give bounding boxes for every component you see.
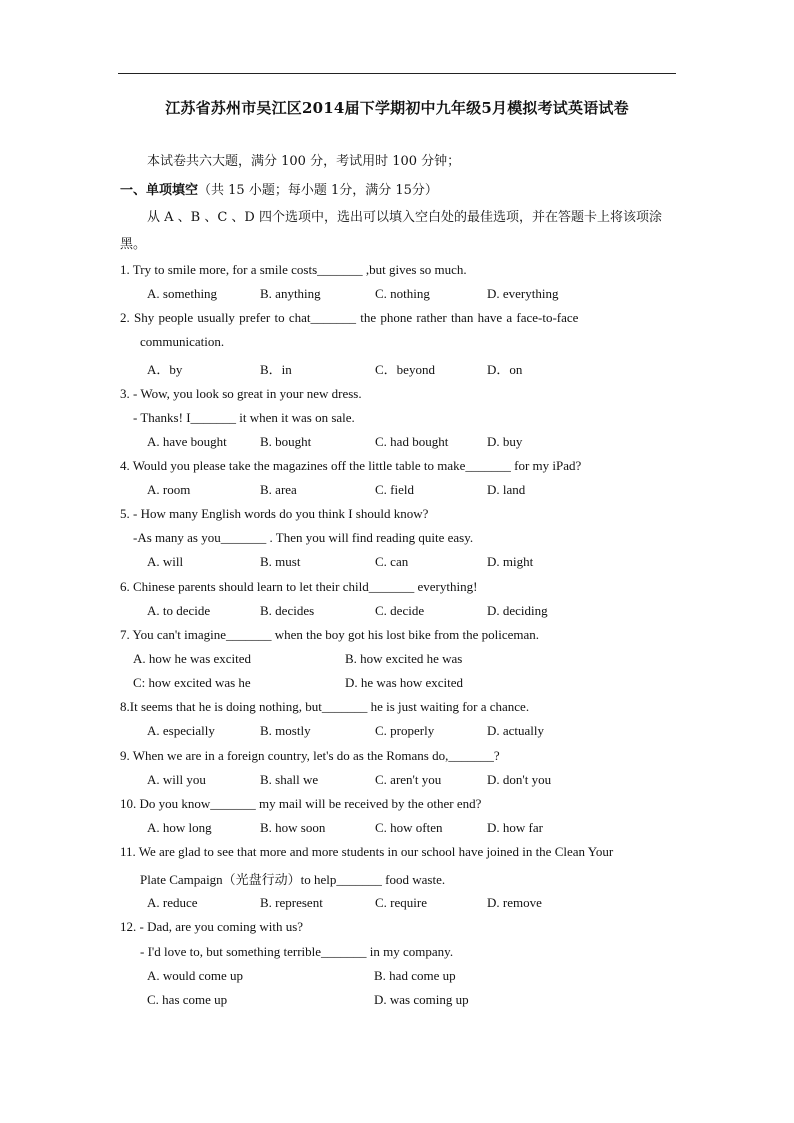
q4-option-a[interactable]: A. room <box>147 482 191 497</box>
q2-option-d[interactable]: D．on <box>487 362 523 377</box>
q6-option-d[interactable]: D. deciding <box>487 603 548 618</box>
question-2-cont: communication. <box>140 334 225 349</box>
question-3: 3. - Wow, you look so great in your new dress. <box>120 386 362 401</box>
q5-option-b[interactable]: B. must <box>260 554 301 569</box>
section-heading <box>120 179 438 198</box>
question-6: 6. Chinese parents should learn to let their child_______ everything! <box>120 579 478 594</box>
q3-option-d[interactable]: D. buy <box>487 434 523 449</box>
q1-option-c[interactable]: C. nothing <box>375 286 430 301</box>
q9-option-b[interactable]: B. shall we <box>260 772 319 787</box>
question-9: 9. When we are in a foreign country, let's do as the Romans do,_______? <box>120 748 500 763</box>
q7-option-a[interactable]: A. how he was excited <box>133 651 252 666</box>
q11-option-d[interactable]: D. remove <box>487 895 542 910</box>
header-rule <box>118 73 676 74</box>
q3-option-b[interactable]: B. bought <box>260 434 312 449</box>
q6-option-a[interactable]: A. to decide <box>147 603 211 618</box>
q12-option-a[interactable]: A. would come up <box>147 968 244 983</box>
q2-option-c[interactable]: C．beyond <box>375 362 435 377</box>
question-3-cont: - Thanks! I_______ it when it was on sale. <box>133 410 355 425</box>
q10-option-c[interactable]: C. how often <box>375 820 443 835</box>
question-8: 8.It seems that he is doing nothing, but_______ he is just waiting for a chance. <box>120 699 530 714</box>
q1-option-a[interactable]: A. something <box>147 286 218 301</box>
page-title: 江苏省苏州市吴江区2014届下学期初中九年级5月模拟考试英语试卷 <box>165 99 629 117</box>
q8-option-d[interactable]: D. actually <box>487 723 545 738</box>
q9-option-d[interactable]: D. don't you <box>487 772 552 787</box>
q2-option-b[interactable]: B．in <box>260 362 292 377</box>
q10-option-d[interactable]: D. how far <box>487 820 543 835</box>
q7-option-c[interactable]: C: how excited was he <box>133 675 251 690</box>
question-7: 7. You can't imagine_______ when the boy got his lost bike from the policeman. <box>120 627 540 642</box>
q5-option-d[interactable]: D. might <box>487 554 534 569</box>
q7-option-d[interactable]: D. he was how excited <box>345 675 464 690</box>
q3-option-a[interactable]: A. have bought <box>147 434 227 449</box>
q5-option-a[interactable]: A. will <box>147 554 184 569</box>
question-5-cont: -As many as you_______ . Then you will find reading quite easy. <box>133 530 474 545</box>
question-5: 5. - How many English words do you think I should know? <box>120 506 429 521</box>
q12-option-c[interactable]: C. has come up <box>147 992 228 1007</box>
q1-option-b[interactable]: B. anything <box>260 286 321 301</box>
q6-option-c[interactable]: C. decide <box>375 603 425 618</box>
q11-option-a[interactable]: A. reduce <box>147 895 198 910</box>
q11-option-c[interactable]: C. require <box>375 895 427 910</box>
q4-option-c[interactable]: C. field <box>375 482 414 497</box>
q7-option-b[interactable]: B. how excited he was <box>345 651 463 666</box>
q12-option-b[interactable]: B. had come up <box>374 968 456 983</box>
section-note: （共 15 小题；每小题 1分，满分 15分） <box>198 183 438 198</box>
section-instruction: 从 A 、B 、C 、D 四个选项中，选出可以填入空白处的最佳选项，并在答题卡上将该项涂黑。 <box>120 210 662 252</box>
q4-option-b[interactable]: B. area <box>260 482 297 497</box>
q9-option-a[interactable]: A. will you <box>147 772 206 787</box>
q8-option-b[interactable]: B. mostly <box>260 723 311 738</box>
question-2: 2. Shy people usually prefer to chat_______ the phone rather than have a face-to-face <box>120 310 579 325</box>
question-12-cont: - I'd love to, but something terrible_______ in my company. <box>140 944 454 959</box>
section-title: 一、单项填空 <box>120 183 199 198</box>
exam-intro: 本试卷共六大题，满分 100 分，考试用时 100 分钟； <box>147 154 461 169</box>
q5-option-c[interactable]: C. can <box>375 554 409 569</box>
q11-option-b[interactable]: B. represent <box>260 895 323 910</box>
question-11: 11. We are glad to see that more and more students in our school have joined in the Clean Your <box>120 844 614 859</box>
question-10: 10. Do you know_______ my mail will be received by the other end? <box>120 796 482 811</box>
q2-option-a[interactable]: A．by <box>147 362 183 377</box>
question-4: 4. Would you please take the magazines off the little table to make_______ for my iPad? <box>120 458 582 473</box>
q9-option-c[interactable]: C. aren't you <box>375 772 442 787</box>
q8-option-c[interactable]: C. properly <box>375 723 435 738</box>
question-12: 12. - Dad, are you coming with us? <box>120 919 304 934</box>
q10-option-b[interactable]: B. how soon <box>260 820 326 835</box>
q1-option-d[interactable]: D. everything <box>487 286 559 301</box>
q8-option-a[interactable]: A. especially <box>147 723 215 738</box>
q6-option-b[interactable]: B. decides <box>260 603 315 618</box>
q10-option-a[interactable]: A. how long <box>147 820 212 835</box>
q4-option-d[interactable]: D. land <box>487 482 526 497</box>
q3-option-c[interactable]: C. had bought <box>375 434 449 449</box>
q12-option-d[interactable]: D. was coming up <box>374 992 469 1007</box>
question-11-cont: Plate Campaign（光盘行动）to help_______ food waste. <box>140 872 446 887</box>
question-1: 1. Try to smile more, for a smile costs_______ ,but gives so much. <box>120 262 467 277</box>
